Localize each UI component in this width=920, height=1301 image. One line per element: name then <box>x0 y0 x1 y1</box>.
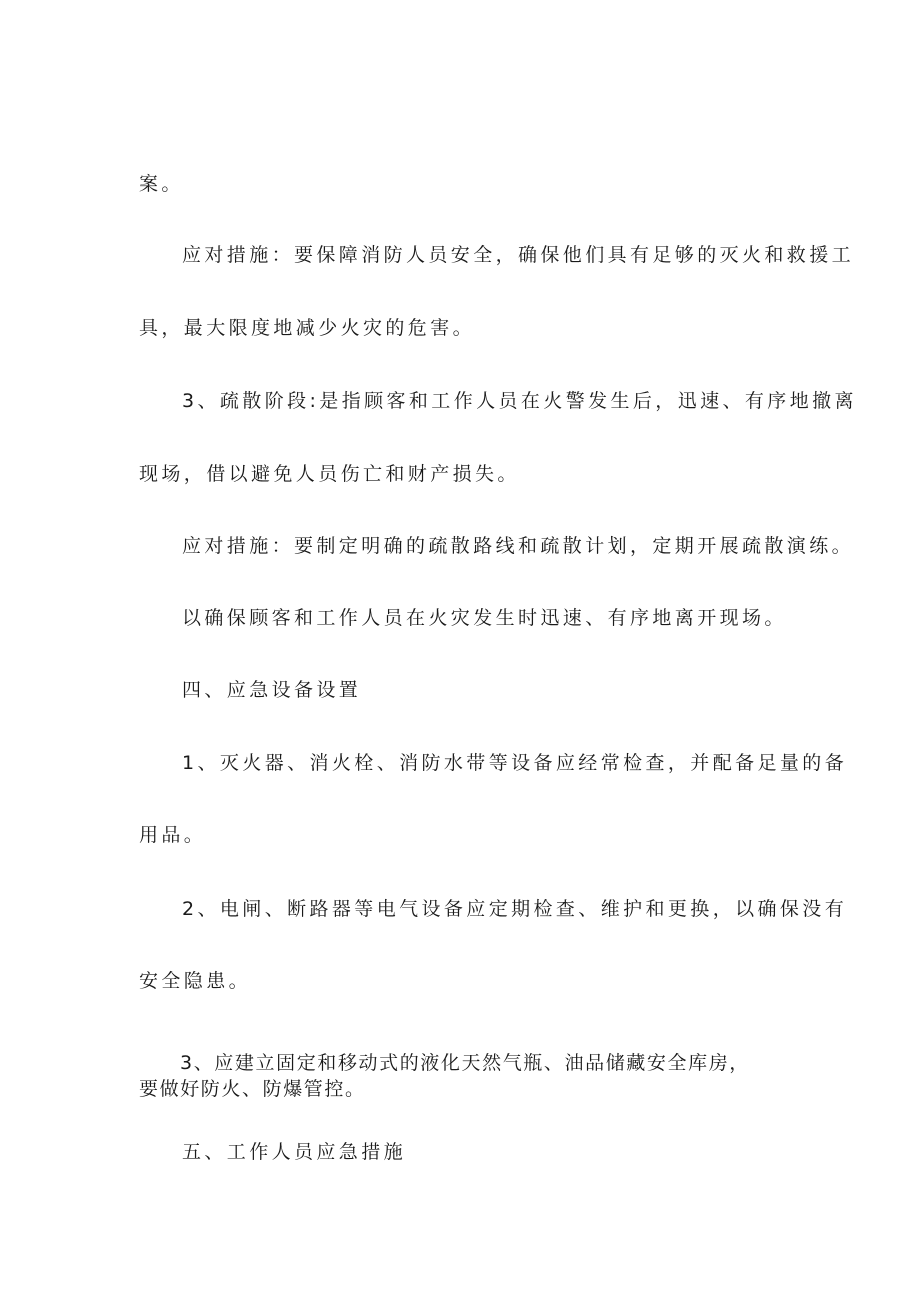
paragraph-line: 现场，借以避免人员伤亡和财产损失。 <box>139 463 520 485</box>
paragraph-line: 1、灭火器、消火栓、消防水带等设备应经常检查，并配备足量的备 <box>182 752 848 774</box>
paragraph-line: 3、疏散阶段:是指顾客和工作人员在火警发生后，迅速、有序地撤离 <box>182 390 857 412</box>
paragraph-line: 应对措施：要制定明确的疏散路线和疏散计划，定期开展疏散演练。 <box>182 535 855 557</box>
paragraph-line: 3、应建立固定和移动式的液化天然气瓶、油品储藏安全库房， <box>180 1052 750 1074</box>
paragraph-line: 2、电闸、断路器等电气设备应定期检查、维护和更换，以确保没有 <box>182 898 848 920</box>
paragraph-line: 要做好防火、防爆管控。 <box>139 1078 366 1100</box>
paragraph-line: 安全隐患。 <box>139 970 252 992</box>
paragraph-line: 具，最大限度地减少火灾的危害。 <box>139 317 476 339</box>
section-heading: 四、应急设备设置 <box>182 679 362 701</box>
paragraph-line: 案。 <box>139 173 184 195</box>
paragraph-line: 以确保顾客和工作人员在火灾发生时迅速、有序地离开现场。 <box>182 607 787 629</box>
section-heading: 五、工作人员应急措施 <box>182 1141 407 1163</box>
paragraph-line: 应对措施：要保障消防人员安全，确保他们具有足够的灭火和救援工 <box>182 244 855 266</box>
paragraph-line: 用品。 <box>139 824 207 846</box>
